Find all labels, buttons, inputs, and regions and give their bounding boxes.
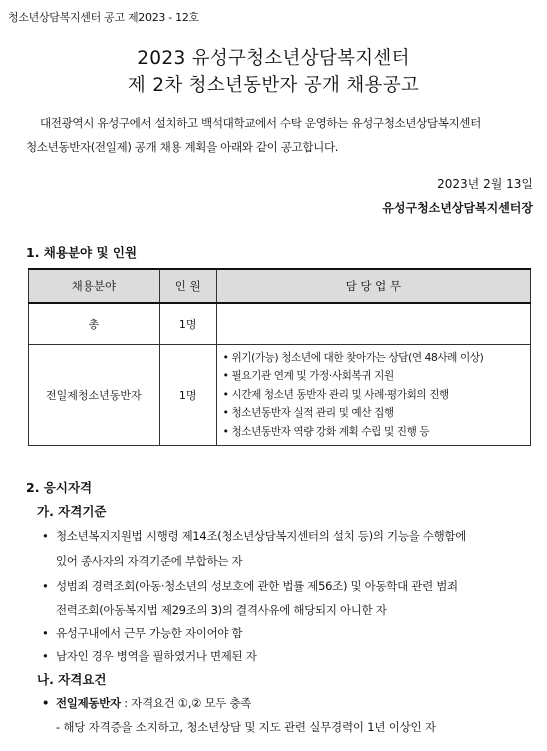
criteria-item-continued: 전력조회(아동복지법 제29조의 3)의 결격사유에 해당되지 아니한 자 [56,603,387,617]
table-cell-total-count: 1명 [159,303,216,345]
table-cell-total-duties [216,303,530,345]
duty-list [217,345,530,445]
table-header-field: 채용분야 [29,269,160,303]
page-subtitle: 제 2차 청소년동반자 공개 채용공고 [127,75,420,96]
bullet: • [42,579,49,593]
criteria-item: • 성범죄 경력조회(아동·청소년의 성보호에 관한 법률 제56조) 및 아동학대 관련 범죄 [42,579,458,593]
intro-line-1: 대전광역시 유성구에서 설치하고 백석대학교에서 수탁 운영하는 유성구청소년상담복지센터 [40,116,481,130]
bullet: • [42,696,50,710]
subsection-heading-requirements: 나. 자격요건 [37,672,107,687]
requirement-item [42,695,251,711]
criteria-item: • 남자인 경우 병역을 필하였거나 면제된 자 [42,649,257,663]
issuer-name: 유성구청소년상담복지센터장 [382,201,533,215]
bullet: • [42,649,49,663]
notice-date: 2023년 2월 13일 [437,177,533,191]
notice-number: 청소년상담복지센터 공고 제2023 - 12호 [8,11,199,24]
bullet: • [42,529,49,543]
bullet: • [42,626,49,640]
table-cell-total-label: 총 [29,303,160,345]
table-cell-duties [216,345,530,446]
table-header-count: 인 원 [159,269,216,303]
duty-item: • 청소년동반자 실적 관리 및 예산 집행 [223,404,530,422]
table-header-row [29,269,531,303]
criteria-item: • 유성구내에서 근무 가능한 자이어야 함 [42,626,243,640]
table-cell-count: 1명 [159,345,216,446]
page-title: 2023 유성구청소년상담복지센터 [137,48,410,69]
subsection-heading-criteria: 가. 자격기준 [37,504,107,519]
criteria-item-continued: 있어 종사자의 자격기준에 부합하는 자 [56,554,243,568]
table-header-duties: 담 당 업 무 [216,269,530,303]
criteria-item: • 청소년복지지원법 시행령 제14조(청소년상담복지센터의 설치 등)의 기능을 수행함에 [42,529,467,543]
section-heading-recruitment: 1. 채용분야 및 인원 [26,245,138,260]
table-cell-field: 전일제청소년동반자 [29,345,160,446]
duty-item: • 필요기관 연계 및 가정·사회복귀 지원 [223,367,530,385]
requirement-label: 전일제동반자 [56,696,121,710]
requirement-text: : 자격요건 ①,② 모두 충족 [120,696,252,710]
duty-item: • 시간제 청소년 동반자 관리 및 사례·평가회의 진행 [223,386,530,404]
table-row-total [29,303,531,345]
duty-item: • 위기(가능) 청소년에 대한 찾아가는 상담(연 48사례 이상) [223,349,530,367]
recruitment-table [28,268,531,446]
duty-item: • 청소년동반자 역량 강화 계획 수립 및 진행 등 [223,423,530,441]
intro-line-2: 청소년동반자(전일제) 공개 채용 계획을 아래와 같이 공고합니다. [26,140,339,154]
requirement-detail: - 해당 자격증을 소지하고, 청소년상담 및 지도 관련 실무경력이 1년 이상인 자 [56,720,436,734]
section-heading-qualifications: 2. 응시자격 [26,480,93,495]
table-row-fulltime [29,345,531,446]
